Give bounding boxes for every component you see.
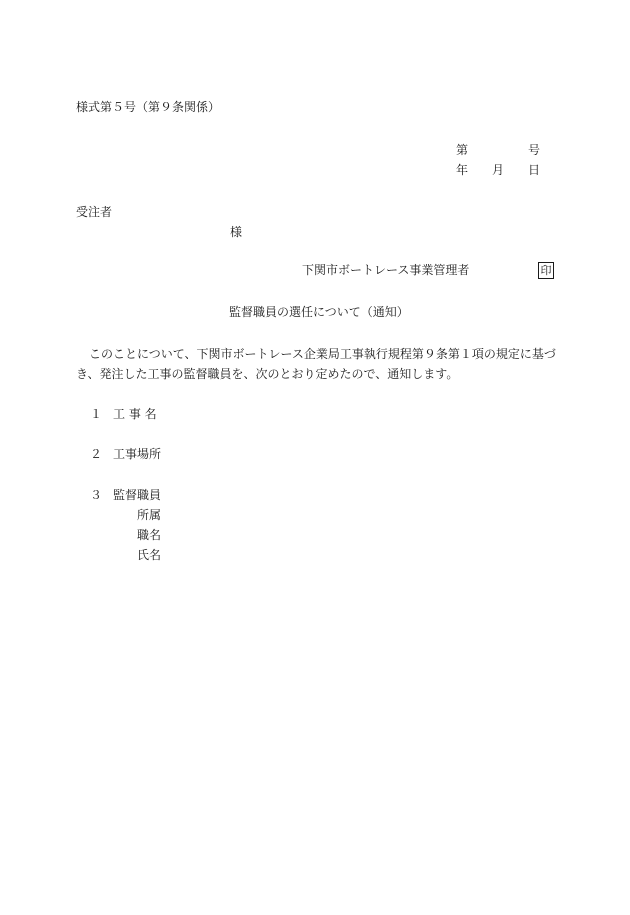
body-line-1: このことについて、下関市ボートレース企業局工事執行規程第９条第１項の規定に基づ: [89, 347, 556, 361]
item-label: 監督職員: [113, 488, 162, 502]
body-line-2: き、発注した工事の監督職員を、次のとおり定めたので、通知します。: [76, 367, 459, 381]
item-label: 工 事 名: [113, 407, 157, 421]
date-day: 日: [528, 163, 541, 177]
recipient-label: 受注者: [76, 205, 113, 219]
item-number: ３: [90, 488, 103, 502]
document-title: 監督職員の選任について（通知）: [229, 305, 409, 319]
recipient-honorific: 様: [230, 225, 243, 239]
date-month: 月: [492, 163, 505, 177]
item-label: 工事場所: [113, 447, 162, 461]
date-year: 年: [456, 163, 469, 177]
seal-stamp: 印: [538, 262, 554, 279]
sub-item-name: 氏名: [137, 548, 162, 562]
sub-item-affiliation: 所属: [137, 508, 162, 522]
form-label: 様式第５号（第９条関係）: [76, 100, 221, 114]
doc-number-suffix: 号: [528, 143, 541, 157]
doc-number-prefix: 第: [456, 143, 469, 157]
item-number: １: [90, 407, 103, 421]
sender-name: 下関市ボートレース事業管理者: [302, 263, 470, 277]
sub-item-position: 職名: [137, 528, 162, 542]
item-number: ２: [90, 447, 103, 461]
